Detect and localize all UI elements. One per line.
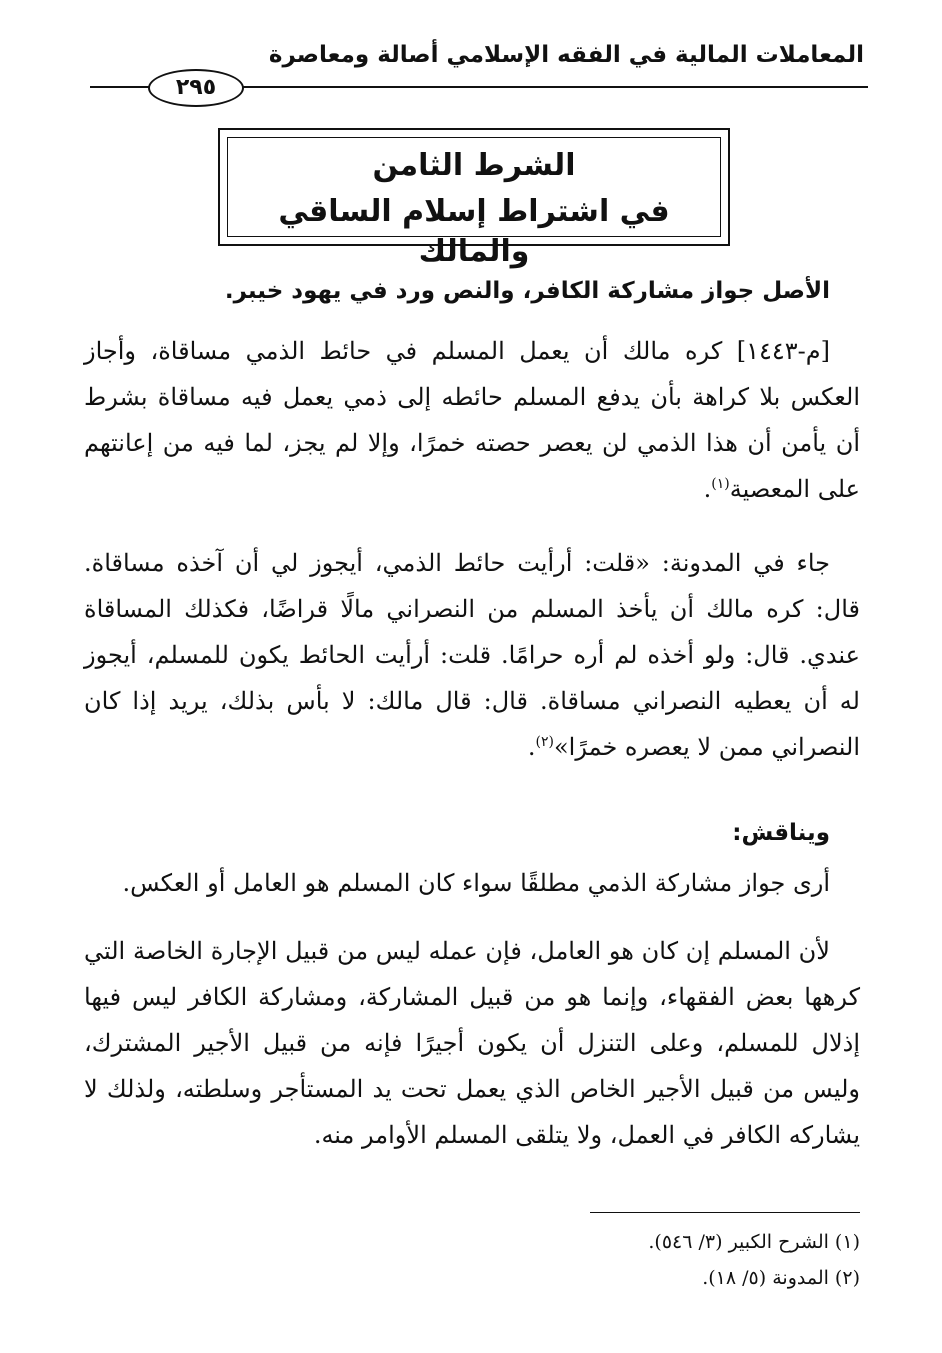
paragraph-1-body: [م-١٤٤٣] كره مالك أن يعمل المسلم في حائط الذمي مساقاة، وأجاز العكس بلا كراهة بأن يدفع المسلم حائطه إلى ذمي يعمل فيه مساقاة بشرط أن يأمن أن هذا الذمي لن يعصر حصته خمرًا، وإلا لم يجز، لما فيه من إعانتهم على المعصية [84,337,860,503]
footnotes [84,1224,860,1296]
paragraph-2 [84,540,860,770]
paragraph-2-text [84,540,860,770]
paragraph-4 [84,928,860,1158]
footnote-ref-1: (١) [711,476,730,492]
section-title: الشرط الثامن [372,148,576,183]
paragraph-2-body: جاء في المدونة: «قلت: أرأيت حائط الذمي، أيجوز لي أن آخذه مساقاة. قال: كره مالك أن يأخذ المسلم من النصراني مالًا قراضًا، فكذلك المساقاة عندي. قال: ولو أخذه لم أره حرامًا. قلت: أرأيت الحائط يكون للمسلم، أيجوز له أن يعطيه النصراني مساقاة. قال: قال مالك: لا بأس بذلك، يريد إذا كان النصراني ممن لا يعصره خمرًا» [84,549,860,761]
paragraph-3 [84,860,860,906]
footnote-1: (١) الشرح الكبير (٣/ ٥٤٦). [648,1231,860,1253]
paragraph-1 [84,328,860,512]
lead-paragraph [84,268,860,314]
running-header: المعاملات المالية في الفقه الإسلامي أصالة ومعاصرة [268,42,864,68]
paragraph-3-text: أرى جواز مشاركة الذمي مطلقًا سواء كان المسلم هو العامل أو العكس. [122,869,830,897]
section-title-frame [218,128,730,269]
lead-text: الأصل جواز مشاركة الكافر، والنص ورد في يهود خيبر. [224,278,830,304]
footnote-divider [590,1212,860,1213]
footnote-ref-2: (٢) [535,734,554,750]
section-subtitle: في اشتراط إسلام الساقي والمالك [278,194,670,269]
paragraph-2-end: . [527,733,536,761]
page-number: ٢٩٥ [148,69,244,107]
paragraph-1-text [84,328,860,512]
paragraph-4-text: لأن المسلم إن كان هو العامل، فإن عمله ليس من قبيل الإجارة الخاصة التي كرهها بعض الفقهاء، وإنما هو من قبيل المشاركة، ومشاركة الكافر ليس فيها إذلال للمسلم، وعلى التنزل أن يكون أجيرًا فإنه من قبيل الأجير المشترك، وليس من قبيل الأجير الخاص الذي يعمل تحت يد المستأجر وسلطته، ولذلك لا يشاركه الكافر في العمل، ولا يتلقى المسلم الأوامر منه. [84,937,860,1149]
footnote-2: (٢) المدونة (٥/ ١٨). [702,1267,860,1289]
discussion-heading-text: ويناقش: [732,820,830,846]
discussion-heading [84,810,860,856]
paragraph-1-end: . [703,475,712,503]
